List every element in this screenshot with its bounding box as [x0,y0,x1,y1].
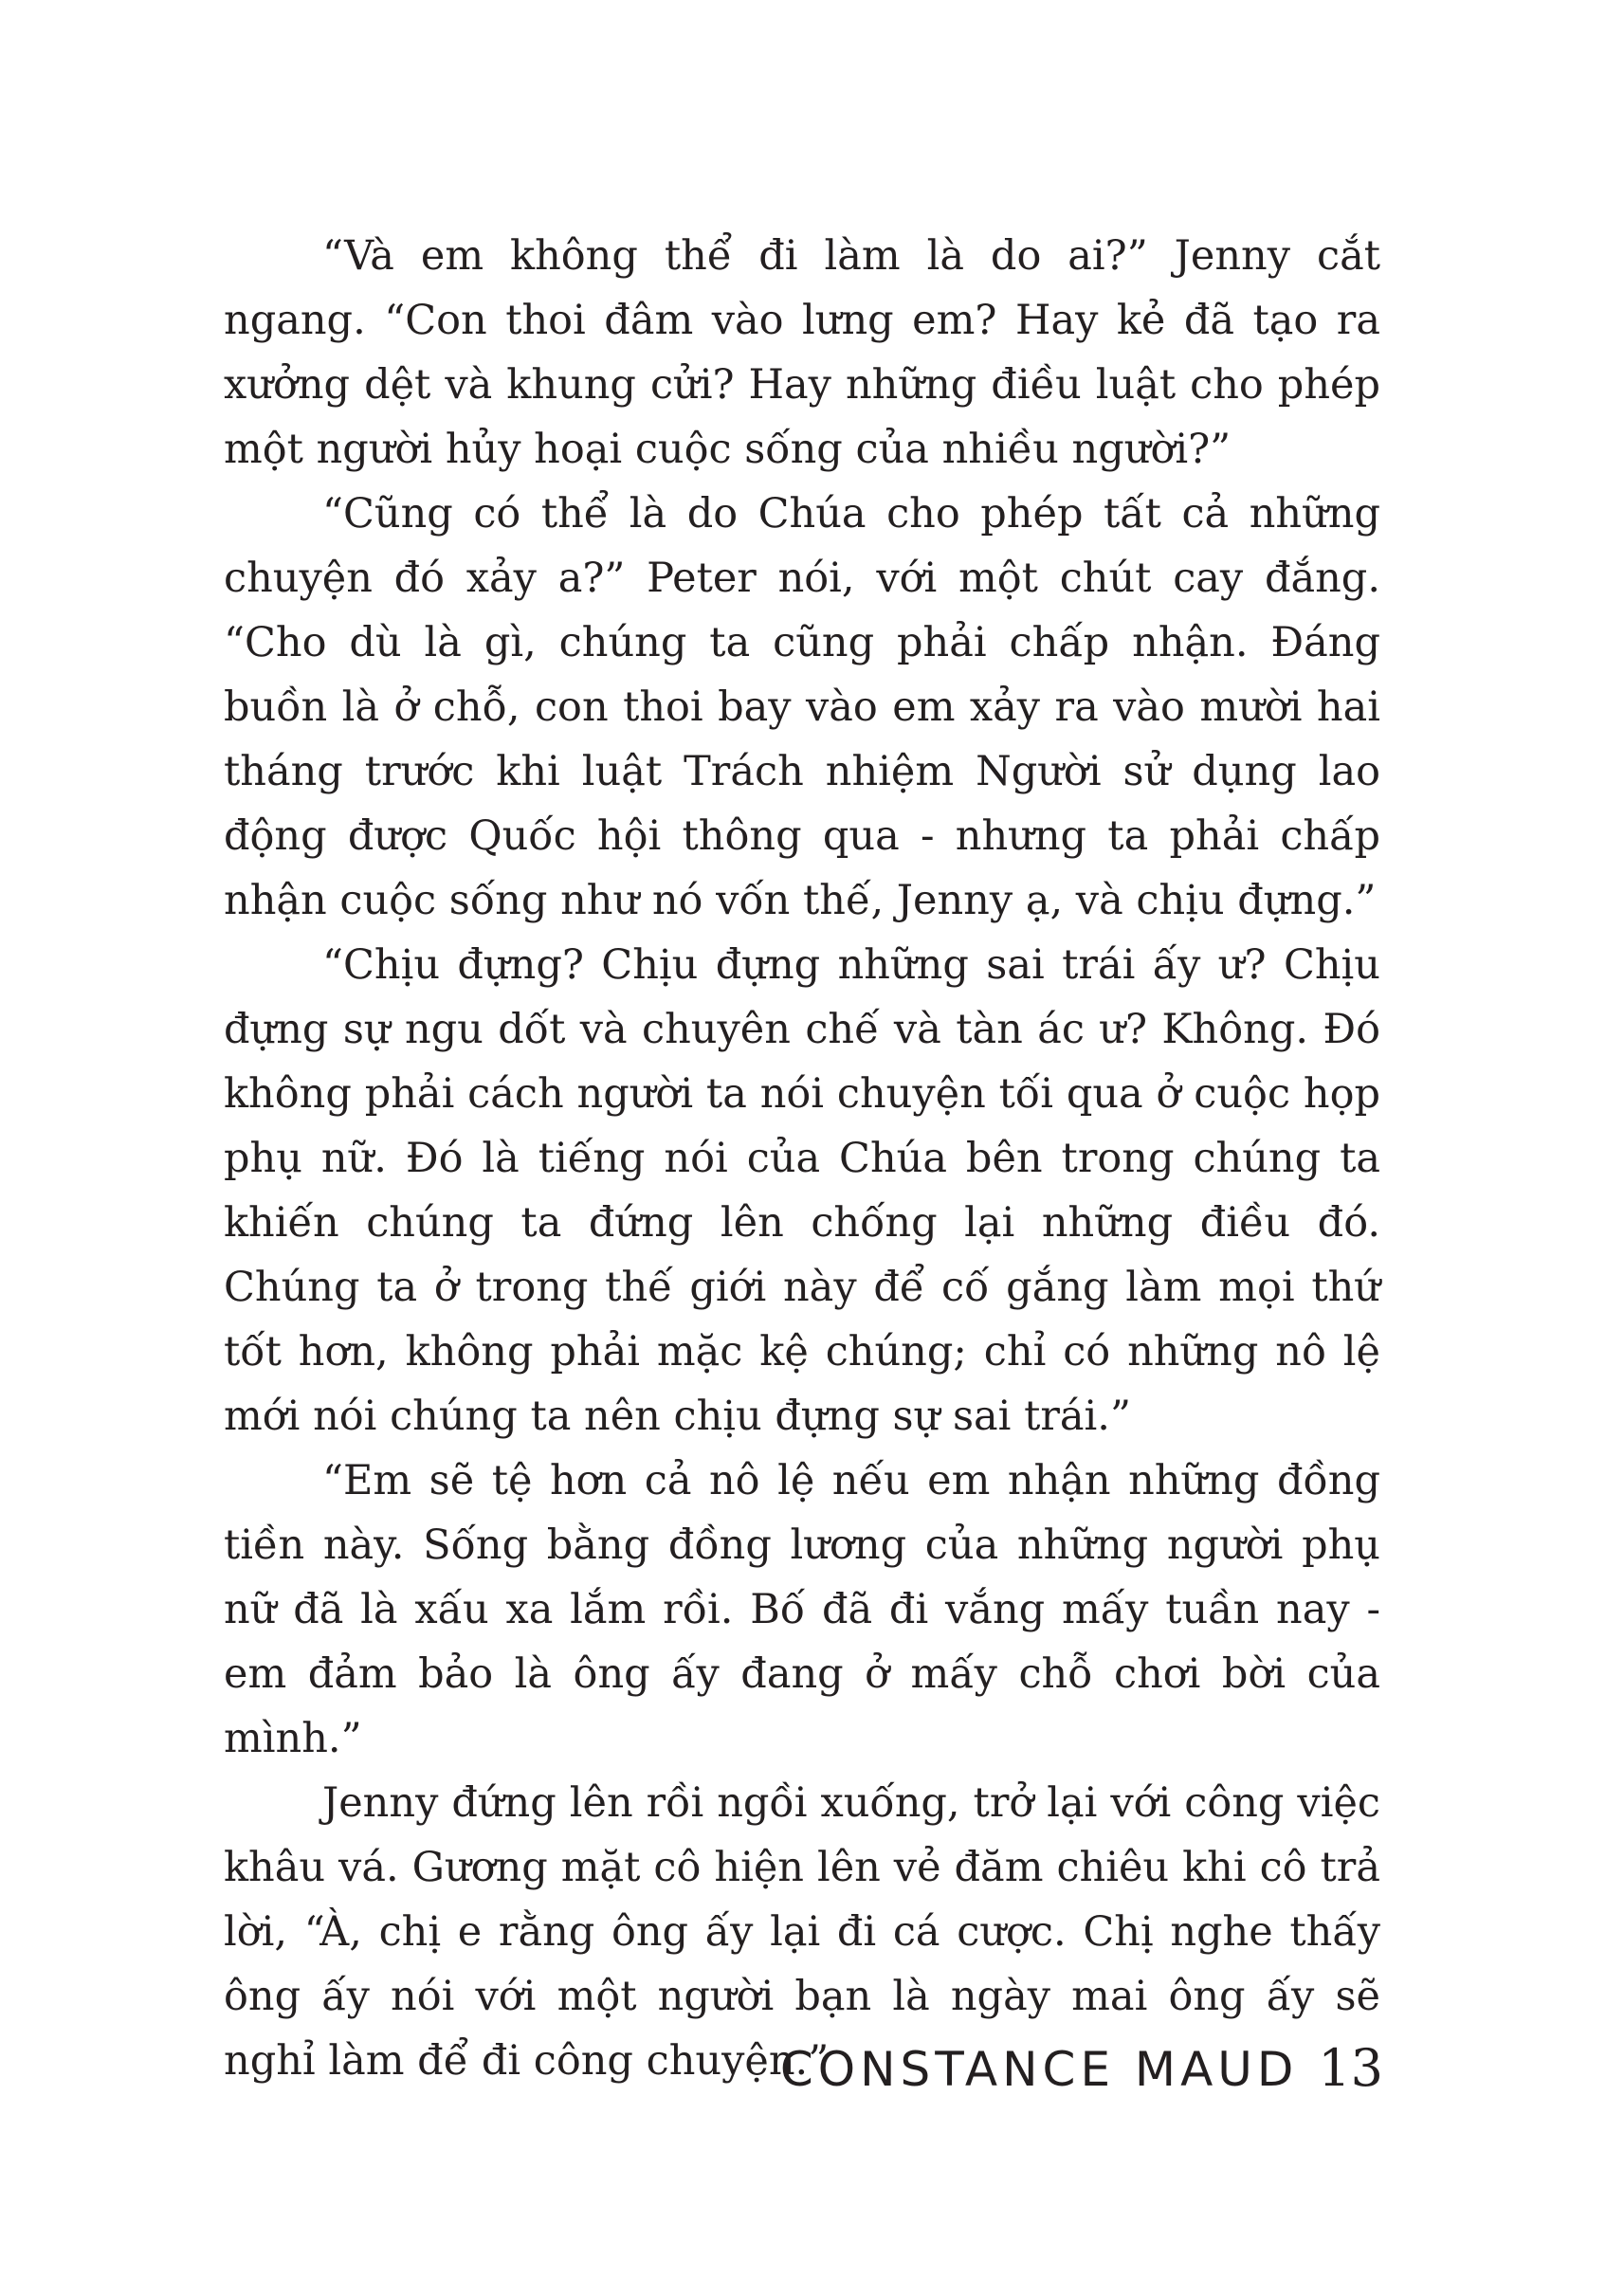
page-number: 13 [1318,2038,1383,2098]
footer-author: CONSTANCE MAUD [779,2042,1299,2097]
running-footer [780,2038,1383,2098]
paragraph-4: “Em sẽ tệ hơn cả nô lệ nếu em nhận những đồng tiền này. Sống bằng đồng lương của những người phụ nữ đã là xấu xa lắm rồi. Bố đã đi vắng mấy tuần nay - em đảm bảo là ông ấy đang ở mấy chỗ chơi bời của mình.” [224,1457,1380,1762]
paragraph-3: “Chịu đựng? Chịu đựng những sai trái ấy ư? Chịu đựng sự ngu dốt và chuyên chế và tàn ác ư? Không. Đó không phải cách người ta nói chuyện tối qua ở cuộc họp phụ nữ. Đó là tiếng nói của Chúa bên trong chúng ta khiến chúng ta đứng lên chống lại những điều đó. Chúng ta ở trong thế giới này để cố gắng làm mọi thứ tốt hơn, không phải mặc kệ chúng; chỉ có những nô lệ mới nói chúng ta nên chịu đựng sự sai trái.” [224,941,1380,1440]
body-text [224,224,1380,2093]
paragraph-5: Jenny đứng lên rồi ngồi xuống, trở lại với công việc khâu vá. Gương mặt cô hiện lên vẻ đăm chiêu khi cô trả lời, “À, chị e rằng ông ấy lại đi cá cược. Chị nghe thấy ông ấy nói với một người bạn là ngày mai ông ấy sẽ nghỉ làm để đi công chuyện.” [224,1779,1380,2085]
paragraph-1: “Và em không thể đi làm là do ai?” Jenny cắt ngang. “Con thoi đâm vào lưng em? Hay kẻ đã tạo ra xưởng dệt và khung cửi? Hay những điều luật cho phép một người hủy hoại cuộc sống của nhiều người?” [224,232,1380,473]
paragraph-2: “Cũng có thể là do Chúa cho phép tất cả những chuyện đó xảy a?” Peter nói, với một chút cay đắng. “Cho dù là gì, chúng ta cũng phải chấp nhận. Đáng buồn là ở chỗ, con thoi bay vào em xảy ra vào mười hai tháng trước khi luật Trách nhiệm Người sử dụng lao động được Quốc hội thông qua - nhưng ta phải chấp nhận cuộc sống như nó vốn thế, Jenny ạ, và chịu đựng.” [224,490,1380,924]
